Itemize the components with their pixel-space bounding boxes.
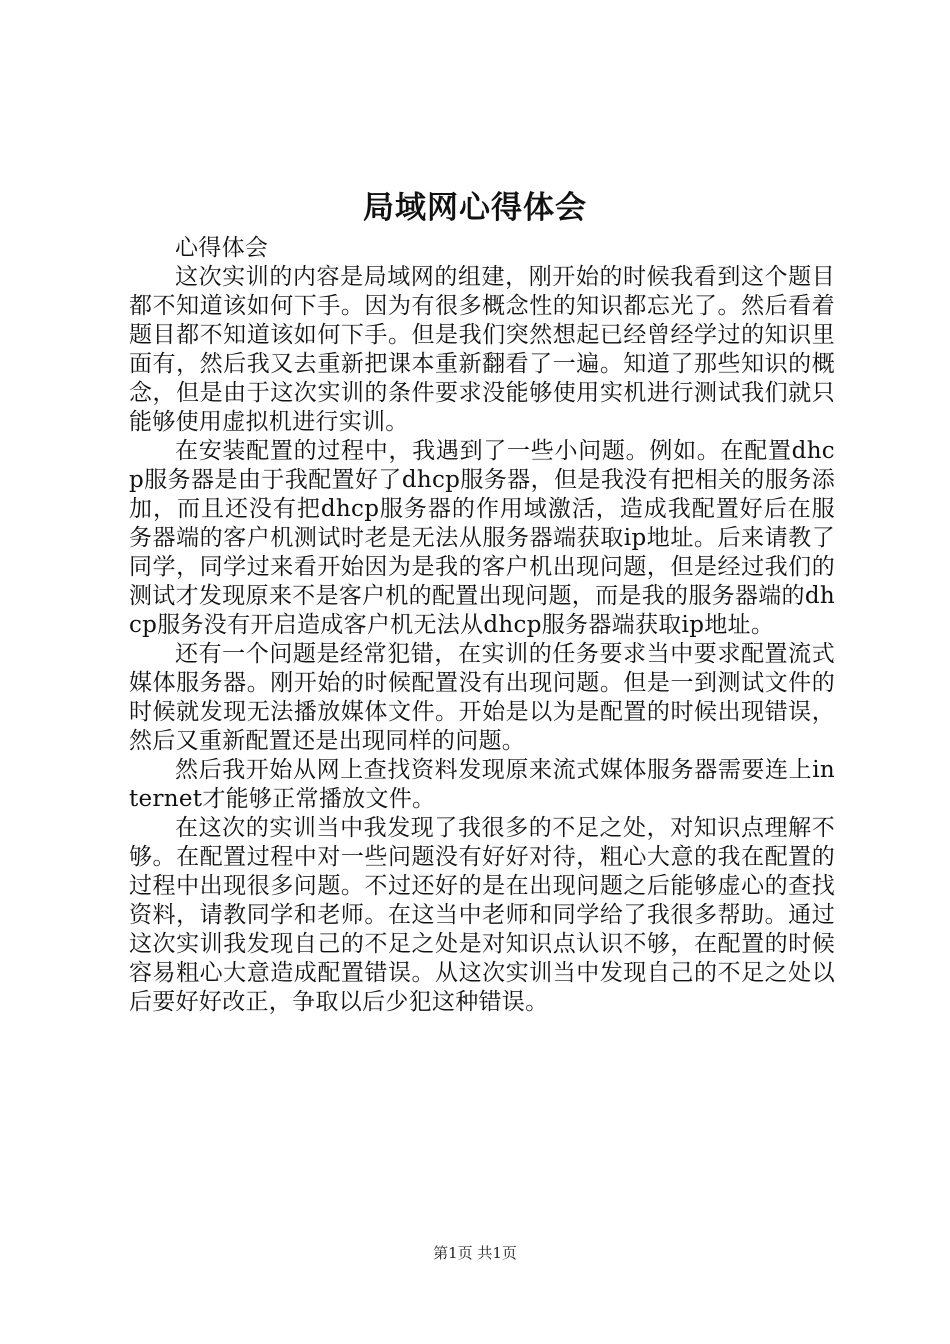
paragraph: 还有一个问题是经常犯错，在实训的任务要求当中要求配置流式媒体服务器。刚开始的时候配置没有出现问题。但是一到测试文件的时候就发现无法播放媒体文件。开始是以为是配置的时候出现错误，然后又重新配置还是出现同样的问题。 (129, 641, 835, 754)
paragraph: 然后我开始从网上查找资料发现原来流式媒体服务器需要连上internet才能够正常播放文件。 (129, 757, 835, 812)
paragraph: 在安装配置的过程中，我遇到了一些小问题。例如。在配置dhcp服务器是由于我配置好了dhcp服务器，但是我没有把相关的服务添加，而且还没有把dhcp服务器的作用域激活，造成我配置好后在服务器端的客户机测试时老是无法从服务器端获取ip地址。后来请教了同学，同学过来看开始因为是我的客户机出现问题，但是经过我们的测试才发现原来不是客户机的配置出现问题，而是我的服务器端的dhcp服务没有开启造成客户机无法从dhcp服务器端获取ip地址。 (129, 438, 835, 638)
page-number-footer: 第1页 共1页 (433, 1244, 517, 1262)
paragraph: 在这次的实训当中我发现了我很多的不足之处，对知识点理解不够。在配置过程中对一些问题没有好好对待，粗心大意的我在配置的过程中出现很多问题。不过还好的是在出现问题之后能够虚心的查找资料，请教同学和老师。在这当中老师和同学给了我很多帮助。通过这次实训我发现自己的不足之处是对知识点认识不够，在配置的时候容易粗心大意造成配置错误。从这次实训当中发现自己的不足之处以后要好好改正，争取以后少犯这种错误。 (129, 815, 835, 1015)
paragraph: 这次实训的内容是局域网的组建，刚开始的时候我看到这个题目都不知道该如何下手。因为有很多概念性的知识都忘光了。然后看着题目都不知道该如何下手。但是我们突然想起已经曾经学过的知识里面有，然后我又去重新把课本重新翻看了一遍。知道了那些知识的概念，但是由于这次实训的条件要求没能够使用实机进行测试我们就只能够使用虚拟机进行实训。 (129, 264, 835, 435)
document-title: 局域网心得体会 (363, 190, 587, 226)
document-body (129, 234, 835, 1017)
paragraph-heading: 心得体会 (175, 235, 269, 261)
